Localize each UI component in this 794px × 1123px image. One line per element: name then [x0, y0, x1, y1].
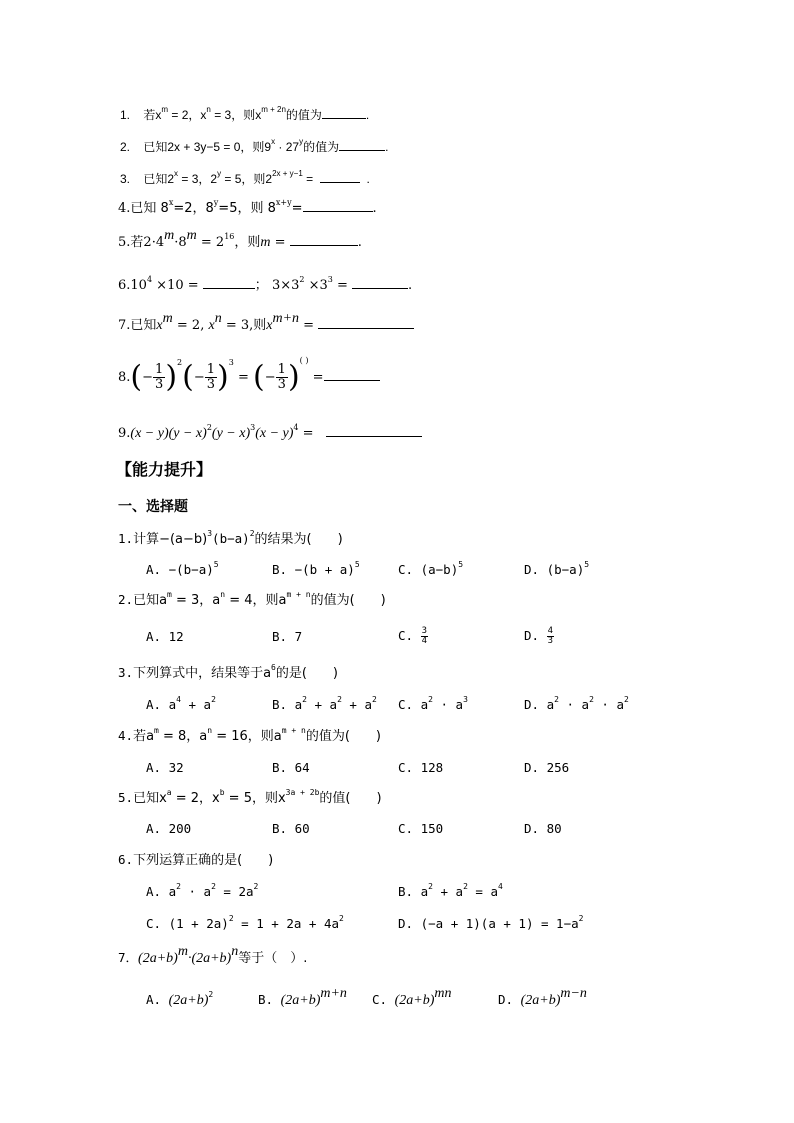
- fraction: $\frac{1}{3}$: [155, 362, 164, 392]
- option-c[interactable]: C. 128: [398, 760, 444, 775]
- question-6: $6.10^4 \times 10$ = ； $3\times 3^2 \times 3^3$ = .: [118, 275, 413, 293]
- option-d[interactable]: D. $(b-a)^5$: [524, 560, 590, 577]
- option-b[interactable]: B. $-(b + a)^5$: [272, 560, 360, 577]
- answer-blank[interactable]: [290, 233, 358, 246]
- option-d[interactable]: D. $(2a+b)^{m-n}$: [498, 986, 587, 1008]
- option-b[interactable]: B. $a^2 + a^2 + a^2$: [272, 695, 377, 712]
- option-a[interactable]: A. 200: [146, 821, 192, 836]
- mc-question-1: 1.计算$-(a-b)^3(b-a)^2$的结果为( ): [118, 529, 343, 547]
- mc-question-2: 2.已知$a^m = 3$，$a^n = 4$，则$a^{m + n}$的值为( ): [118, 590, 386, 608]
- option-a[interactable]: A. $(2a+b)^2$: [146, 990, 214, 1008]
- mc-question-7: 7．$(2a+b)^m\cdot(2a+b)^n$等于（ ）.: [118, 944, 308, 966]
- option-b[interactable]: B. 64: [272, 760, 310, 775]
- answer-blank[interactable]: [352, 276, 408, 289]
- question-9: $9.(x - y)(y - x)^2(y - x)^3(x - y)^4$ =: [118, 424, 422, 442]
- fraction: $\frac{3}{4}$: [421, 626, 428, 646]
- mc-question-6: 6.下列运算正确的是( ): [118, 852, 274, 868]
- question-7: 7.已知$x^m = 2$, $x^n = 3$,则$x^{m+n}$ =: [118, 316, 414, 334]
- option-a[interactable]: A. $-(b-a)^5$: [146, 560, 219, 577]
- option-a[interactable]: A. $a^2 \cdot a^2 = 2a^2$: [146, 882, 259, 899]
- option-a[interactable]: A. 12: [146, 629, 184, 644]
- option-c[interactable]: C. $(a-b)^5$: [398, 560, 464, 577]
- answer-blank[interactable]: [303, 199, 373, 212]
- answer-blank[interactable]: [339, 138, 385, 151]
- option-a[interactable]: A. 32: [146, 760, 184, 775]
- answer-blank[interactable]: [203, 276, 255, 289]
- answer-exponent[interactable]: ( ): [299, 356, 309, 365]
- option-d[interactable]: D. 80: [524, 821, 562, 836]
- answer-blank[interactable]: [318, 316, 414, 329]
- section-title: 【能力提升】: [116, 460, 213, 479]
- option-d[interactable]: D. $a^2 \cdot a^2 \cdot a^2$: [524, 695, 629, 712]
- option-d[interactable]: D. $(-a + 1)(a + 1) = 1-a^2$: [398, 914, 584, 931]
- mc-question-4: 4.若$a^m = 8$，$a^n = 16$，则$a^{m + n}$的值为( ): [118, 726, 382, 744]
- option-a[interactable]: A. $a^4 + a^2$: [146, 695, 216, 712]
- question-2: 2. 已知2x + 3y−5 = 0，则$9^x \cdot 27^y$的值为 .: [120, 137, 389, 154]
- answer-blank[interactable]: [324, 368, 380, 381]
- option-b[interactable]: B. $a^2 + a^2 = a^4$: [398, 882, 503, 899]
- mc-question-5: 5.已知$x^a = 2$，$x^b = 5$，则$x^{3a + 2b}$的值( ): [118, 788, 382, 806]
- option-b[interactable]: B. 7: [272, 629, 303, 644]
- question-1: 1. 若$x^m = 2$，$x^n = 3$，则$x^{m + 2n}$的值为 .: [120, 105, 370, 122]
- option-d[interactable]: D. $\frac{4}{3}$: [524, 626, 554, 646]
- subsection-title: 一、选择题: [118, 499, 188, 515]
- answer-blank[interactable]: [320, 170, 360, 183]
- fraction: $\frac{1}{3}$: [206, 362, 216, 392]
- option-c[interactable]: C. $a^2 \cdot a^3$: [398, 695, 468, 712]
- answer-blank[interactable]: [326, 424, 422, 437]
- option-c[interactable]: C. 150: [398, 821, 444, 836]
- option-c[interactable]: C. $\frac{3}{4}$: [398, 626, 428, 646]
- option-b[interactable]: B. $(2a+b)^{m+n}$: [258, 986, 347, 1008]
- option-d[interactable]: D. 256: [524, 760, 570, 775]
- option-c[interactable]: C. $(1 + 2a)^2 = 1 + 2a + 4a^2$: [146, 914, 344, 931]
- fraction: $\frac{4}{3}$: [547, 626, 554, 646]
- question-8: 8.(− $\frac{1}{3}$ )$^2$(− $\frac{1}{3}$ )$^3$ = (− $\frac{1}{3}$ )( ) =: [118, 356, 380, 400]
- question-4: 4.已知 $8^x=2$，$8^y=5$，则 $8^{x+y}=$ .: [118, 198, 377, 216]
- question-5: 5.若$2\cdot 4^m\cdot 8^m = 2^{16}$，则m = .: [118, 228, 362, 250]
- mc-question-3: 3.下列算式中，结果等于$a^6$的是( ): [118, 663, 339, 681]
- option-c[interactable]: C. $(2a+b)^{mn}$: [372, 986, 452, 1008]
- question-3: 3. 已知$2^x = 3$，$2^y = 5$，则$2^{2x + y-1}$ = .: [120, 169, 370, 186]
- fraction: $\frac{1}{3}$: [277, 362, 286, 392]
- option-b[interactable]: B. 60: [272, 821, 310, 836]
- answer-blank[interactable]: [322, 106, 366, 119]
